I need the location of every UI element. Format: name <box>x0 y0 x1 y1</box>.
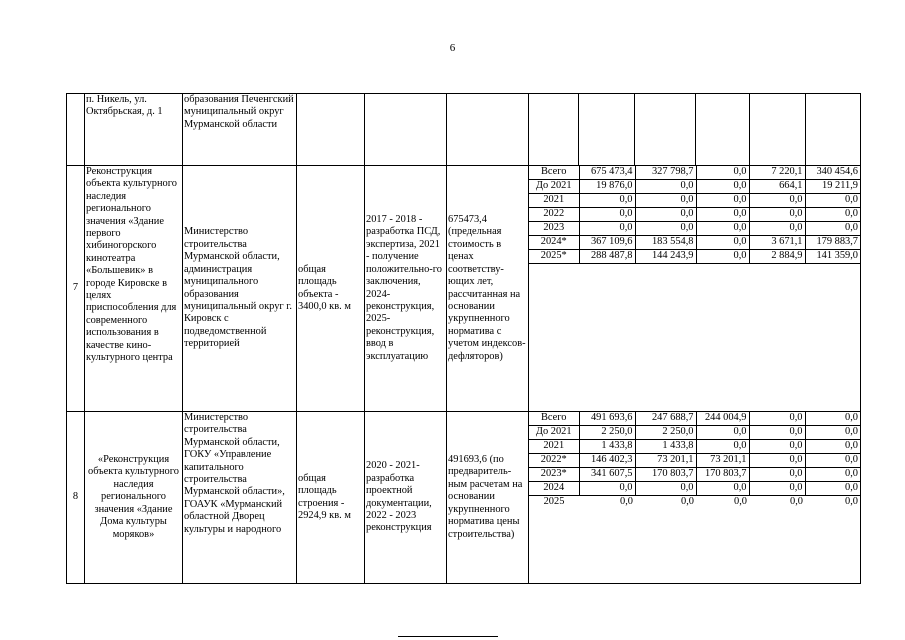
finance-local: 0,0 <box>749 208 805 222</box>
finance-local: 0,0 <box>749 454 805 468</box>
finance-other: 0,0 <box>805 454 860 468</box>
finance-other: 0,0 <box>845 496 858 507</box>
capacity-cell: общая площадь строения - 2924,9 кв. м <box>297 412 365 584</box>
finance-regional: 170 803,7 <box>696 468 749 482</box>
finance-local: 0,0 <box>749 426 805 440</box>
finance-total: 0,0 <box>579 482 635 496</box>
finance-federal: 170 803,7 <box>635 468 696 482</box>
finance-total: 288 487,8 <box>579 250 635 264</box>
customer-cell: Министерство строительства Мурманской области, ГОКУ «Управление капитального строительства Мурманской области», ГОАУК «Мурманский областной Дворец культуры и народного <box>183 412 297 584</box>
cost-cell: 675473,4 (предельная стоимость в ценах соответству-ющих лет, рассчитанная на основании укрупненного норматива с учетом индексов-дефляторов) <box>447 166 529 412</box>
finance-total: 367 109,6 <box>579 236 635 250</box>
finance-federal: 327 798,7 <box>635 166 696 180</box>
finance-other: 0,0 <box>805 440 860 454</box>
finance-row <box>529 250 860 264</box>
finance-table <box>529 166 860 264</box>
finance-federal: 183 554,8 <box>635 236 696 250</box>
finance-total: 2 250,0 <box>579 426 635 440</box>
finance-regional: 0,0 <box>696 236 749 250</box>
finance-regional: 0,0 <box>696 166 749 180</box>
finance-year: 2022 <box>529 208 579 222</box>
finance-local: 0,0 <box>790 496 803 507</box>
investment-table <box>66 93 861 584</box>
finance-total: 491 693,6 <box>579 412 635 426</box>
finance-other: 179 883,7 <box>805 236 860 250</box>
table-row-8 <box>67 412 861 584</box>
finance-local: 0,0 <box>749 412 805 426</box>
cost-cell: 491693,6 (по предваритель-ным расчетам на основании укрупненного норматива цены строительства) <box>447 412 529 584</box>
finance-table <box>529 412 860 509</box>
object-name-cell: «Реконструкция объекта культурного наследия регионального значения «Здание Дома культуры моряков» <box>85 412 183 584</box>
finance-federal: 0,0 <box>635 208 696 222</box>
finance-year: До 2021 <box>529 426 579 440</box>
finance-row <box>529 496 860 510</box>
finance-regional: 0,0 <box>696 440 749 454</box>
finance-federal: 0,0 <box>635 194 696 208</box>
finance-regional: 0,0 <box>696 250 749 264</box>
finance-year: 2025* <box>529 250 579 264</box>
finance-other: 0,0 <box>805 194 860 208</box>
finance-local: 7 220,1 <box>749 166 805 180</box>
finance-row <box>529 180 860 194</box>
table-row-continuation <box>67 94 861 166</box>
finance-other: 0,0 <box>805 468 860 482</box>
finance-total: 0,0 <box>579 194 635 208</box>
finance-federal: 1 433,8 <box>635 440 696 454</box>
finance-year: 2023 <box>529 222 579 236</box>
finance-local: 2 884,9 <box>749 250 805 264</box>
finance-federal: 0,0 <box>635 180 696 194</box>
finance-regional: 0,0 <box>696 482 749 496</box>
finance-federal: 2 250,0 <box>635 426 696 440</box>
finance-row <box>529 208 860 222</box>
finance-row <box>529 412 860 426</box>
finance-year: До 2021 <box>529 180 579 194</box>
finance-year: 2025 <box>543 496 565 507</box>
finance-total: 1 433,8 <box>579 440 635 454</box>
period-cell: 2020 - 2021- разработка проектной документации, 2022 - 2023 реконструкция <box>365 412 447 584</box>
row-number: 8 <box>67 412 85 584</box>
address-cell: п. Никель, ул. Октябрьская, д. 1 <box>85 94 183 166</box>
finance-row <box>529 468 860 482</box>
finance-row <box>529 236 860 250</box>
capacity-cell: общая площадь объекта - 3400,0 кв. м <box>297 166 365 412</box>
finance-total: 0,0 <box>579 208 635 222</box>
finance-block <box>529 166 861 412</box>
row-number: 7 <box>67 166 85 412</box>
finance-federal: 0,0 <box>635 482 696 496</box>
finance-regional: 0,0 <box>696 222 749 236</box>
finance-local: 0,0 <box>749 194 805 208</box>
customer-cell: Министерство строительства Мурманской области, администрация муниципального образования муниципальный округ г. Кировск с подведомственной территорией <box>183 166 297 412</box>
finance-row <box>529 440 860 454</box>
finance-total: 0,0 <box>579 222 635 236</box>
finance-year: Всего <box>529 166 579 180</box>
finance-year: 2021 <box>529 194 579 208</box>
finance-year: 2024 <box>529 482 579 496</box>
finance-local: 0,0 <box>749 482 805 496</box>
finance-year: 2022* <box>529 454 579 468</box>
finance-row <box>529 166 860 180</box>
finance-total: 0,0 <box>620 496 633 507</box>
finance-year: 2024* <box>529 236 579 250</box>
finance-federal: 0,0 <box>681 496 694 507</box>
finance-block <box>529 412 861 584</box>
finance-regional: 0,0 <box>696 208 749 222</box>
finance-other: 0,0 <box>805 412 860 426</box>
finance-regional: 73 201,1 <box>696 454 749 468</box>
customer-cell: образования Печенгский муниципальный округ Мурманской области <box>183 94 297 166</box>
finance-total: 675 473,4 <box>579 166 635 180</box>
finance-year: 2021 <box>529 440 579 454</box>
finance-year: Всего <box>529 412 579 426</box>
finance-local: 0,0 <box>749 440 805 454</box>
finance-regional: 244 004,9 <box>696 412 749 426</box>
finance-total: 146 402,3 <box>579 454 635 468</box>
finance-federal: 144 243,9 <box>635 250 696 264</box>
finance-local: 0,0 <box>749 222 805 236</box>
table-row-7 <box>67 166 861 412</box>
object-name-cell: Реконструкция объекта культурного наследия регионального значения «Здание первого хибиногорского кинотеатра «Большевик» в городе Кировске в целях приспособления для современного использования в качестве кино-культурного центра <box>85 166 183 412</box>
finance-total: 341 607,5 <box>579 468 635 482</box>
finance-regional: 0,0 <box>696 180 749 194</box>
finance-other: 141 359,0 <box>805 250 860 264</box>
finance-row <box>529 454 860 468</box>
finance-other: 0,0 <box>805 222 860 236</box>
finance-local: 0,0 <box>749 468 805 482</box>
period-cell: 2017 - 2018 - разработка ПСД, экспертиза, 2021 - получение положительно-го заключения, 2024-реконструкция, 2025-реконструкция, ввод в эксплуатацию <box>365 166 447 412</box>
finance-regional: 0,0 <box>734 496 747 507</box>
finance-federal: 73 201,1 <box>635 454 696 468</box>
finance-federal: 247 688,7 <box>635 412 696 426</box>
footer-rule <box>398 636 498 637</box>
finance-local: 664,1 <box>749 180 805 194</box>
finance-federal: 0,0 <box>635 222 696 236</box>
finance-other: 340 454,6 <box>805 166 860 180</box>
finance-row <box>529 482 860 496</box>
finance-other: 19 211,9 <box>805 180 860 194</box>
finance-row <box>529 426 860 440</box>
finance-local: 3 671,1 <box>749 236 805 250</box>
finance-regional: 0,0 <box>696 194 749 208</box>
finance-row <box>529 222 860 236</box>
finance-regional: 0,0 <box>696 426 749 440</box>
finance-other: 0,0 <box>805 482 860 496</box>
finance-year: 2023* <box>529 468 579 482</box>
finance-row <box>529 194 860 208</box>
finance-other: 0,0 <box>805 426 860 440</box>
finance-total: 19 876,0 <box>579 180 635 194</box>
finance-other: 0,0 <box>805 208 860 222</box>
page-number: 6 <box>449 42 456 54</box>
